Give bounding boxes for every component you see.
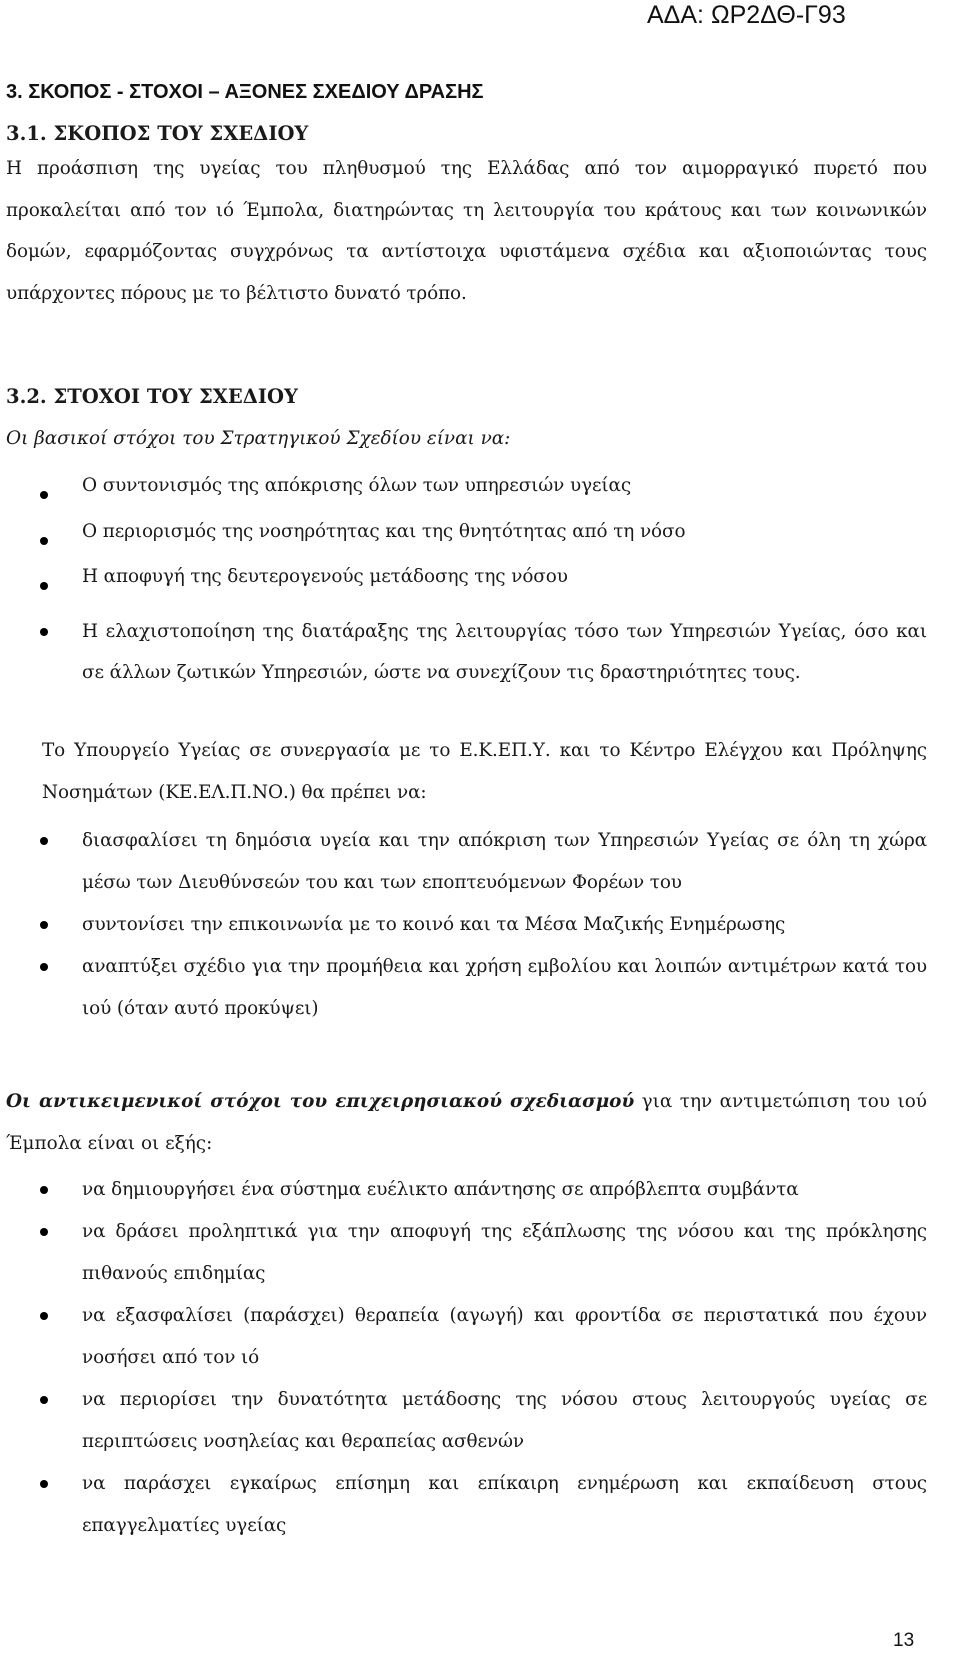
operational-intro	[6, 1081, 927, 1164]
ministry-paragraph: Το Υπουργείο Υγείας σε συνεργασία με το Ε.Κ.ΕΠ.Υ. και το Κέντρο Ελέγχου και Πρόληψης Νοσημάτων (ΚΕ.ΕΛ.Π.ΝΟ.) θα πρέπει να:	[42, 740, 927, 803]
operational-intro-rest: για την αντιμετώπιση του ιού Έμπολα είναι οι εξής:	[6, 1091, 927, 1154]
goals-list	[0, 474, 927, 714]
list-item: να δημιουργήσει ένα σύστημα ευέλικτο απάντησης σε απρόβλεπτα συμβάντα	[0, 1169, 927, 1211]
section-title: 3. ΣΚΟΠΟΣ - ΣΤΟΧΟΙ – ΑΞΟΝΕΣ ΣΧΕΔΙΟΥ ΔΡΑΣΗΣ	[6, 81, 484, 103]
list-item: να παράσχει εγκαίρως επίσημη και επίκαιρη ενημέρωση και εκπαίδευση στους επαγγελματίες υγείας	[0, 1463, 927, 1547]
list-item: Η ελαχιστοποίηση της διατάραξης της λειτουργίας τόσο των Υπηρεσιών Υγείας, όσο και σε άλλων ζωτικών Υπηρεσιών, ώστε να συνεχίζουν τις δραστηριότητες τους.	[0, 611, 927, 693]
operational-goals-list	[0, 1169, 927, 1547]
list-item: Η αποφυγή της δευτερογενούς μετάδοσης της νόσου	[0, 565, 927, 589]
page-number: 13	[893, 1630, 915, 1651]
operational-intro-bold: Οι αντικειμενικοί στόχοι του επιχειρησιακού σχεδιασμού	[6, 1091, 635, 1112]
list-item: Ο συντονισμός της απόκρισης όλων των υπηρεσιών υγείας	[0, 474, 927, 498]
list-item: αναπτύξει σχέδιο για την προμήθεια και χρήση εμβολίου και λοιπών αντιμέτρων κατά του ιού (όταν αυτό προκύψει)	[0, 946, 927, 1030]
ada-code-header: ΑΔΑ: ΩΡ2ΔΘ-Γ93	[647, 1, 846, 29]
list-item: διασφαλίσει τη δημόσια υγεία και την απόκριση των Υπηρεσιών Υγείας σε όλη τη χώρα μέσω των Διευθύνσεών του και των εποπτευόμενων Φορέων του	[0, 820, 927, 904]
purpose-paragraph: Η προάσπιση της υγείας του πληθυσμού της Ελλάδας από τον αιμορραγικό πυρετό που προκαλείται από τον ιό Έμπολα, διατηρώντας τη λειτουργία του κράτους και των κοινωνικών δομών, εφαρμόζοντας συγχρόνως τα αντίστοιχα υφιστάμενα σχέδια και αξιοποιώντας τους υπάρχοντες πόρους με το βέλτιστο δυνατό τρόπο.	[6, 158, 927, 304]
list-item: Ο περιορισμός της νοσηρότητας και της θνητότητας από τη νόσο	[0, 520, 927, 544]
list-item: να δράσει προληπτικά για την αποφυγή της εξάπλωσης της νόσου και της πρόκλησης πιθανούς επιδημίας	[0, 1211, 927, 1295]
list-item: συντονίσει την επικοινωνία με το κοινό και τα Μέσα Μαζικής Ενημέρωσης	[0, 904, 927, 946]
goals-intro: Οι βασικοί στόχοι του Στρατηγικού Σχεδίου είναι να:	[6, 428, 511, 449]
ministry-list	[0, 820, 927, 1030]
goals-heading: 3.2. ΣΤΟΧΟΙ ΤΟΥ ΣΧΕΔΙΟΥ	[6, 385, 298, 408]
purpose-heading: 3.1. ΣΚΟΠΟΣ ΤΟΥ ΣΧΕΔΙΟΥ	[6, 122, 309, 145]
list-item: να περιορίσει την δυνατότητα μετάδοσης της νόσου στους λειτουργούς υγείας σε περιπτώσεις νοσηλείας και θεραπείας ασθενών	[0, 1379, 927, 1463]
list-item: να εξασφαλίσει (παράσχει) θεραπεία (αγωγή) και φροντίδα σε περιστατικά που έχουν νοσήσει από τον ιό	[0, 1295, 927, 1379]
